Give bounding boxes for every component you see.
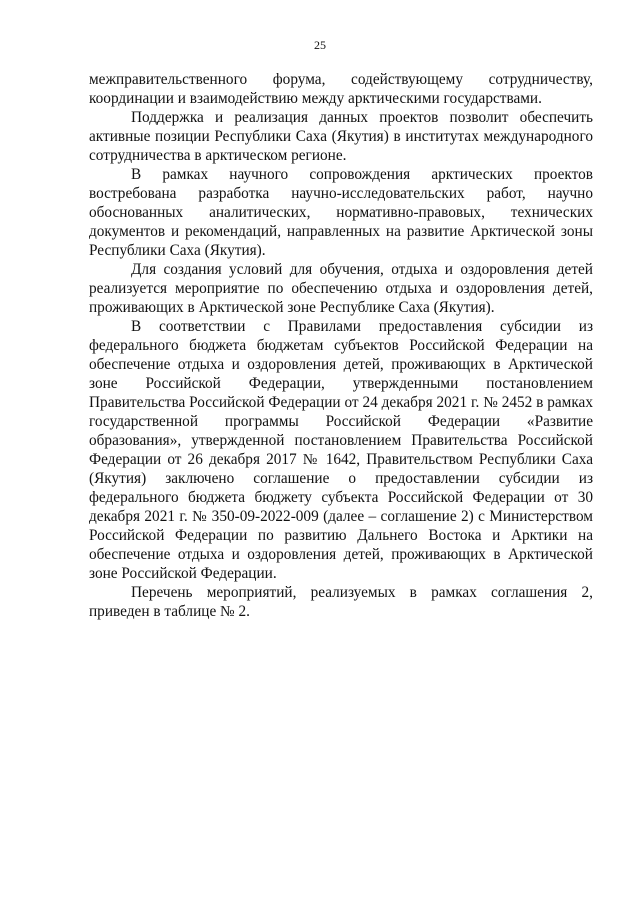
paragraph: Поддержка и реализация данных проектов позволит обеспечить активные позиции Республики Саха (Якутия) в институтах международного сотрудничества в арктическом регионе.	[89, 109, 593, 164]
paragraph: Перечень мероприятий, реализуемых в рамках соглашения 2, приведен в таблице № 2.	[89, 584, 593, 620]
paragraph: В соответствии с Правилами предоставления субсидии из федерального бюджета бюджетам субъектов Российской Федерации на обеспечение отдыха и оздоровления детей, проживающих в Арктической зоне Российской Федерации, утвержденными постановлением Правительства Российской Федерации от 24 декабря 2021 г. № 2452 в рамках государственной программы Российской Федерации «Развитие образования», утвержденной постановлением Правительства Российской Федерации от 26 декабря 2017 № 1642, Правительством Республики Саха (Якутия) заключено соглашение о предоставлении субсидии из федерального бюджета бюджету субъекта Российской Федерации от 30 декабря 2021 г. № 350-09-2022-009 (далее – соглашение 2) с Министерством Российской Федерации по развитию Дальнего Востока и Арктики на обеспечение отдыха и оздоровления детей, проживающих в Арктической зоне Российской Федерации.	[89, 318, 593, 582]
paragraph: межправительственного форума, содействующему сотрудничеству, координации и взаимодействию между арктическими государствами.	[89, 71, 593, 107]
body-text	[89, 70, 593, 621]
page-number: 25	[314, 38, 326, 52]
paragraph: В рамках научного сопровождения арктических проектов востребована разработка научно-исследовательских работ, научно обоснованных аналитических, нормативно-правовых, технических документов и рекомендаций, направленных на развитие Арктической зоны Республики Саха (Якутия).	[89, 166, 593, 259]
paragraph: Для создания условий для обучения, отдыха и оздоровления детей реализуется мероприятие по обеспечению отдыха и оздоровления детей, проживающих в Арктической зоне Республике Саха (Якутия).	[89, 261, 593, 316]
